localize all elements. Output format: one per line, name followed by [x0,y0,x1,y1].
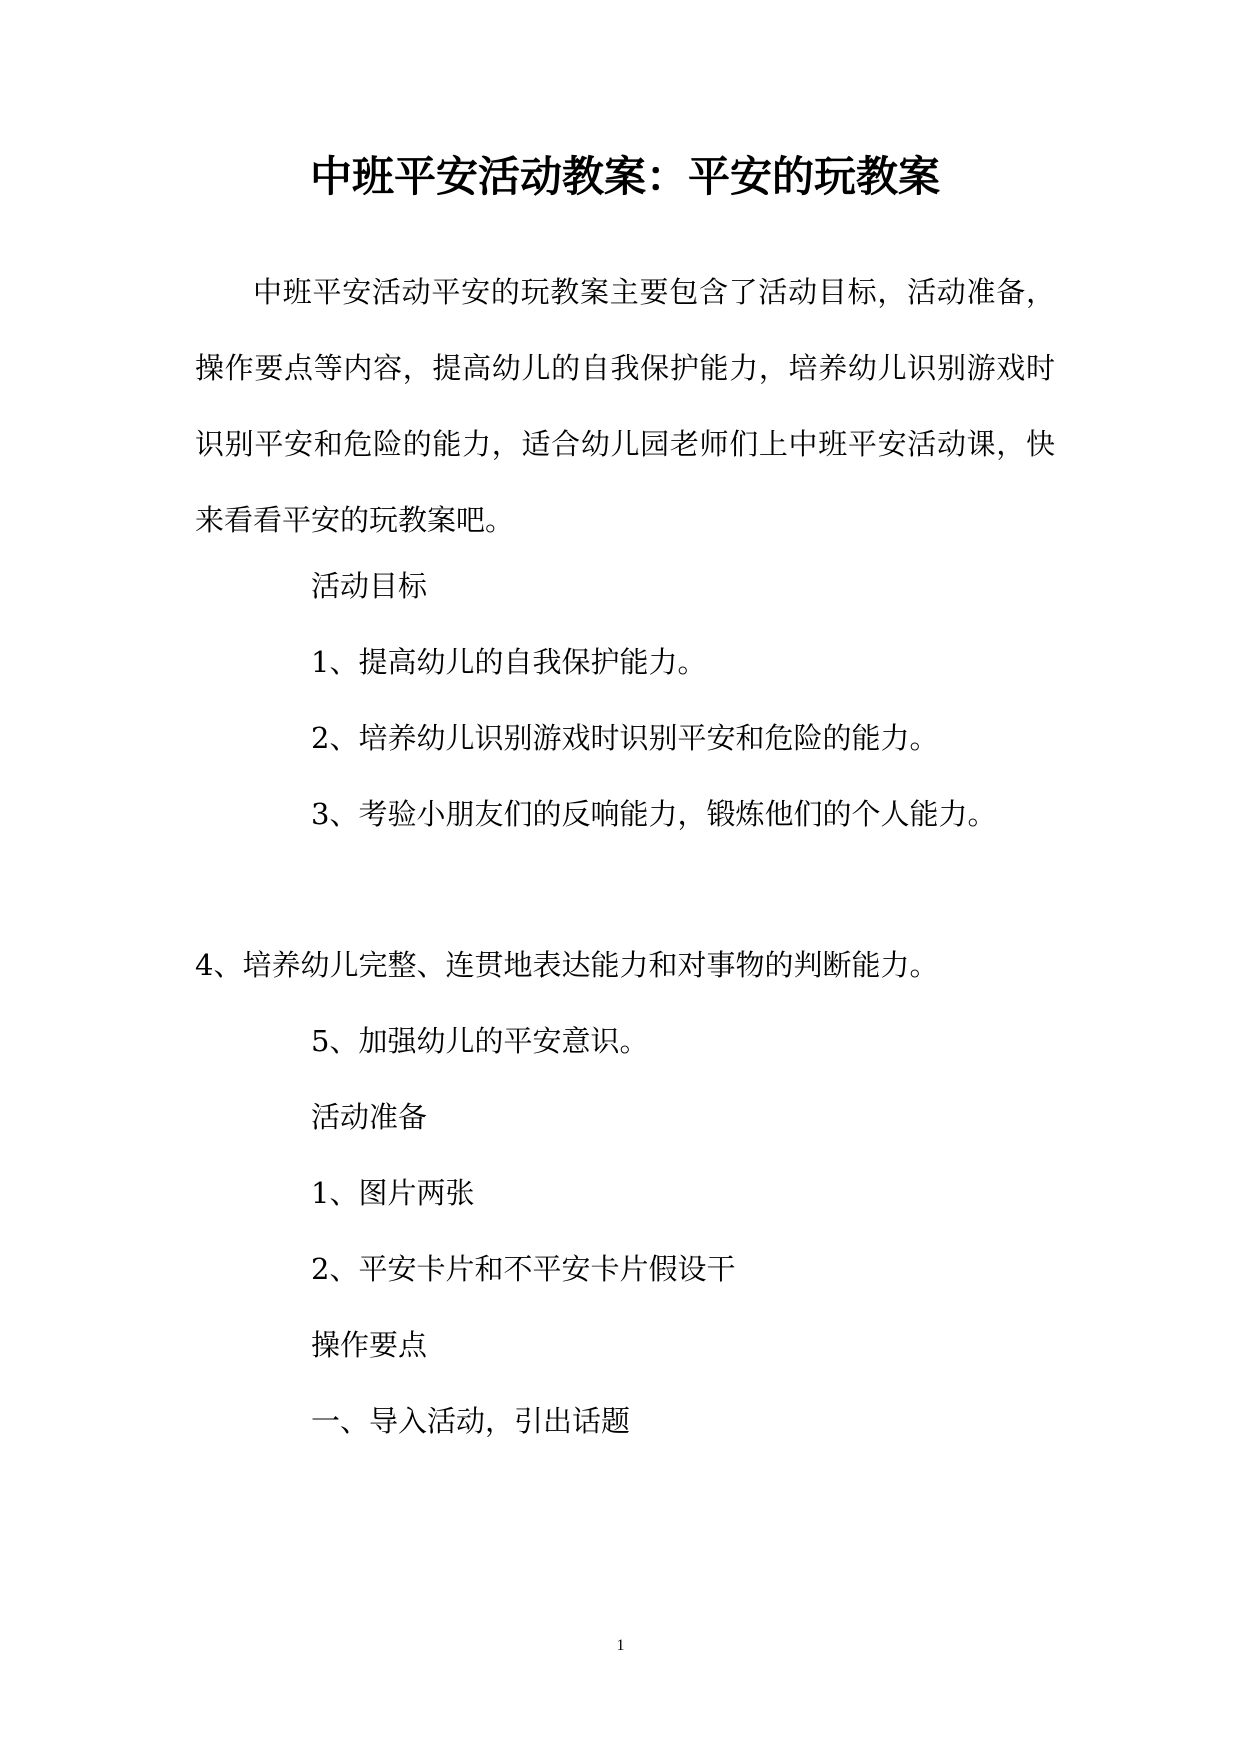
page-number: 1 [616,1637,625,1654]
goals-heading: 活动目标 [311,569,428,603]
goal-item-5: 5、加强幼儿的平安意识。 [311,1024,649,1058]
step-item-1: 一、导入活动，引出话题 [311,1404,631,1438]
steps-heading: 操作要点 [311,1328,428,1362]
goal-item-2: 2、培养幼儿识别游戏时识别平安和危险的能力。 [311,721,939,755]
prep-item-2: 2、平安卡片和不平安卡片假设干 [311,1252,736,1286]
goal-item-3: 3、考验小朋友们的反响能力，锻炼他们的个人能力。 [311,797,997,831]
goal-item-1: 1、提高幼儿的自我保护能力。 [311,645,707,679]
prep-heading: 活动准备 [311,1100,428,1134]
intro-paragraph: 中班平安活动平安的玩教案主要包含了活动目标，活动准备，操作要点等内容，提高幼儿的自我保护能力，培养幼儿识别游戏时识别平安和危险的能力，适合幼儿园老师们上中班平安活动课，快来看看平安的玩教案吧。 [195,275,1055,537]
page-title: 中班平安活动教案：平安的玩教案 [309,152,940,201]
prep-item-1: 1、图片两张 [311,1176,475,1210]
goal-item-4: 4、培养幼儿完整、连贯地表达能力和对事物的判断能力。 [195,948,939,982]
